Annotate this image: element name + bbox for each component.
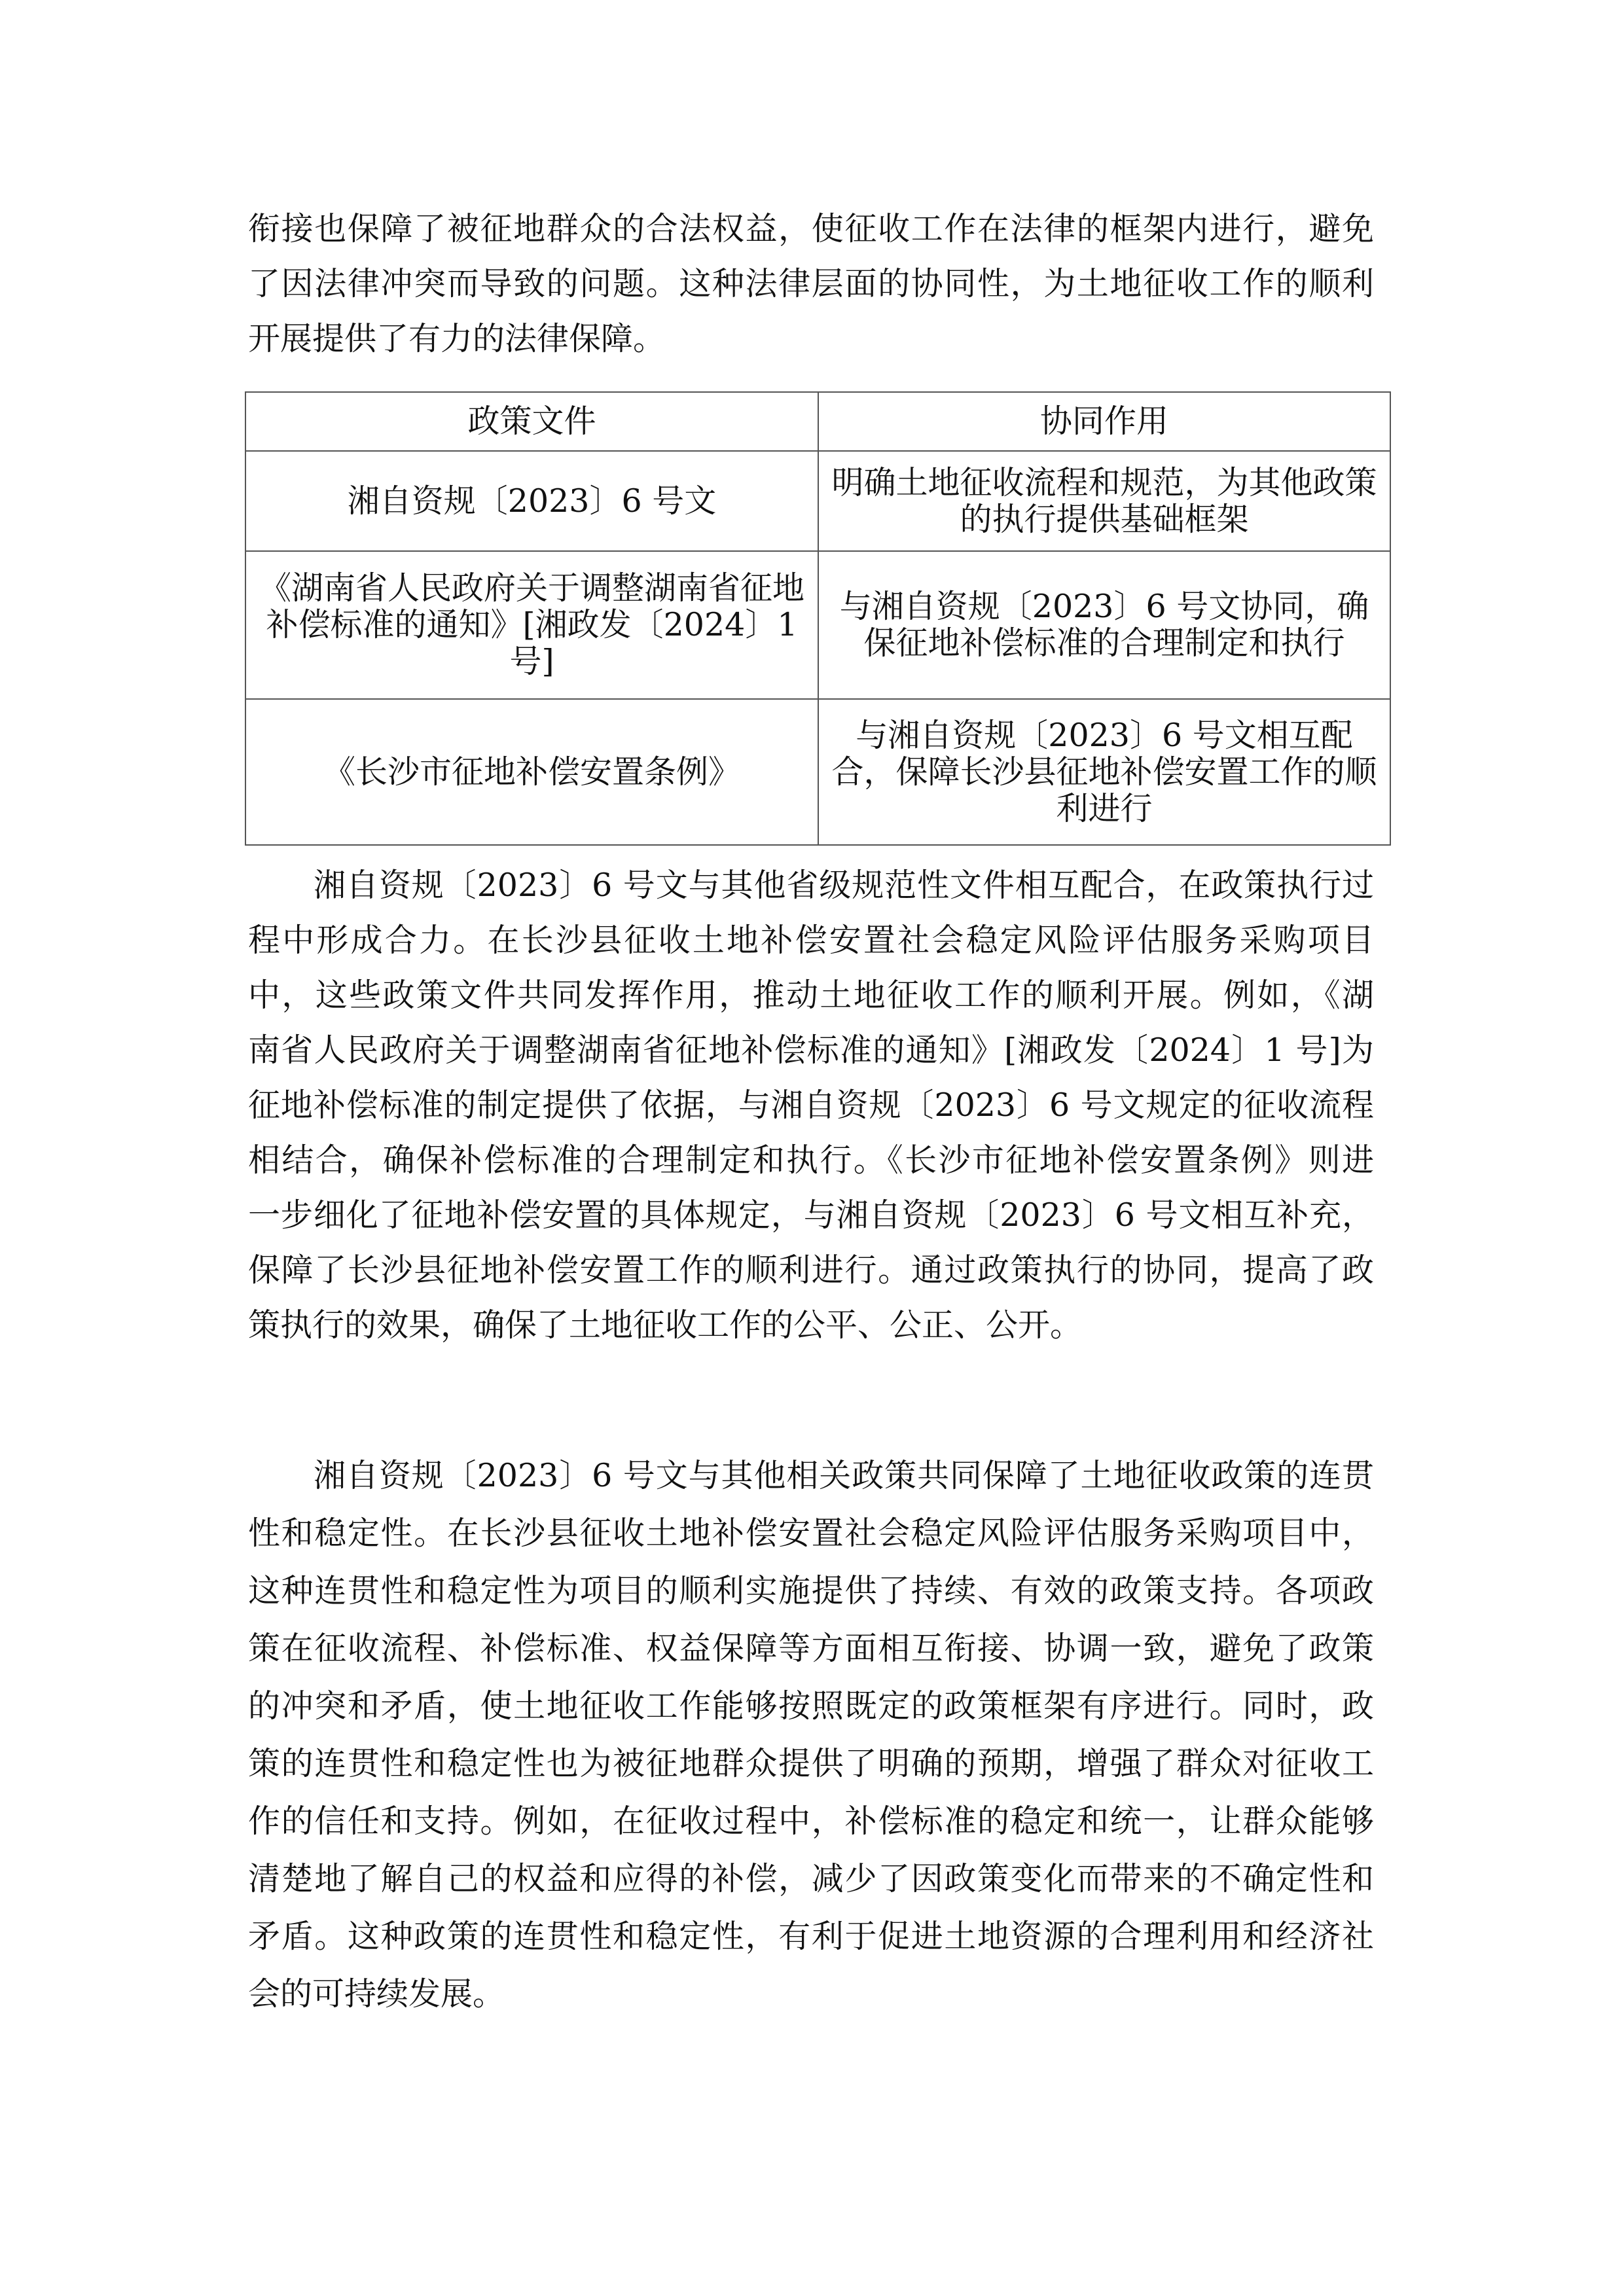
synergy-role-cell: 与湘自资规〔2023〕6 号文协同，确保征地补偿标准的合理制定和执行 [818, 551, 1390, 699]
policy-document-cell: 湘自资规〔2023〕6 号文 [245, 451, 818, 551]
text-line: 策的连贯性和稳定性也为被征地群众提供了明确的预期，增强了群众对征收工 [248, 1745, 1374, 1782]
text-line: 中，这些政策文件共同发挥作用，推动土地征收工作的顺利开展。例如，《湖 [248, 977, 1374, 1014]
text-line: 会的可持续发展。 [248, 1975, 505, 2013]
text-line: 开展提供了有力的法律保障。 [248, 320, 666, 357]
header-synergy-role: 协同作用 [818, 392, 1390, 451]
policy-table [245, 391, 1391, 846]
text-line: 性和稳定性。在长沙县征收土地补偿安置社会稳定风险评估服务采购项目中， [248, 1515, 1374, 1552]
text-line: 湘自资规〔2023〕6 号文与其他省级规范性文件相互配合，在政策执行过 [314, 867, 1374, 904]
text-line: 策执行的效果，确保了土地征收工作的公平、公正、公开。 [248, 1306, 1083, 1344]
text-line: 衔接也保障了被征地群众的合法权益，使征收工作在法律的框架内进行，避免 [248, 210, 1374, 247]
header-policy-document: 政策文件 [245, 392, 818, 451]
table-row [245, 699, 1390, 845]
text-line: 了因法律冲突而导致的问题。这种法律层面的协同性，为土地征收工作的顺利 [248, 265, 1374, 302]
text-line: 湘自资规〔2023〕6 号文与其他相关政策共同保障了土地征收政策的连贯 [314, 1457, 1374, 1494]
text-line: 策在征收流程、补偿标准、权益保障等方面相互衔接、协调一致，避免了政策 [248, 1630, 1374, 1667]
paragraph-policy-continuity [248, 1447, 1374, 2023]
text-line: 的冲突和矛盾，使土地征收工作能够按照既定的政策框架有序进行。同时，政 [248, 1687, 1374, 1725]
text-line: 征地补偿标准的制定提供了依据，与湘自资规〔2023〕6 号文规定的征收流程 [248, 1086, 1374, 1124]
text-line: 矛盾。这种政策的连贯性和稳定性，有利于促进土地资源的合理利用和经济社 [248, 1918, 1374, 1955]
text-line: 相结合，确保补偿标准的合理制定和执行。《长沙市征地补偿安置条例》则进 [248, 1141, 1374, 1179]
paragraph-execution-synergy [248, 858, 1374, 1353]
text-line: 保障了长沙县征地补偿安置工作的顺利进行。通过政策执行的协同，提高了政 [248, 1251, 1374, 1289]
synergy-role-cell: 明确土地征收流程和规范，为其他政策的执行提供基础框架 [818, 451, 1390, 551]
text-line: 一步细化了征地补偿安置的具体规定，与湘自资规〔2023〕6 号文相互补充， [248, 1196, 1374, 1234]
paragraph-intro [248, 202, 1374, 367]
text-line: 这种连贯性和稳定性为项目的顺利实施提供了持续、有效的政策支持。各项政 [248, 1572, 1374, 1609]
synergy-role-cell: 与湘自资规〔2023〕6 号文相互配合，保障长沙县征地补偿安置工作的顺利进行 [818, 699, 1390, 845]
table-row [245, 551, 1390, 699]
policy-document-cell: 《湖南省人民政府关于调整湖南省征地补偿标准的通知》[湘政发〔2024〕1 号] [245, 551, 818, 699]
text-line: 程中形成合力。在长沙县征收土地补偿安置社会稳定风险评估服务采购项目 [248, 922, 1374, 959]
text-line: 南省人民政府关于调整湖南省征地补偿标准的通知》[湘政发〔2024〕1 号]为 [248, 1031, 1374, 1069]
text-line: 作的信任和支持。例如，在征收过程中，补偿标准的稳定和统一，让群众能够 [248, 1803, 1374, 1840]
policy-document-cell: 《长沙市征地补偿安置条例》 [245, 699, 818, 845]
table-header-row [245, 392, 1390, 451]
table-row [245, 451, 1390, 551]
text-line: 清楚地了解自己的权益和应得的补偿，减少了因政策变化而带来的不确定性和 [248, 1860, 1374, 1897]
